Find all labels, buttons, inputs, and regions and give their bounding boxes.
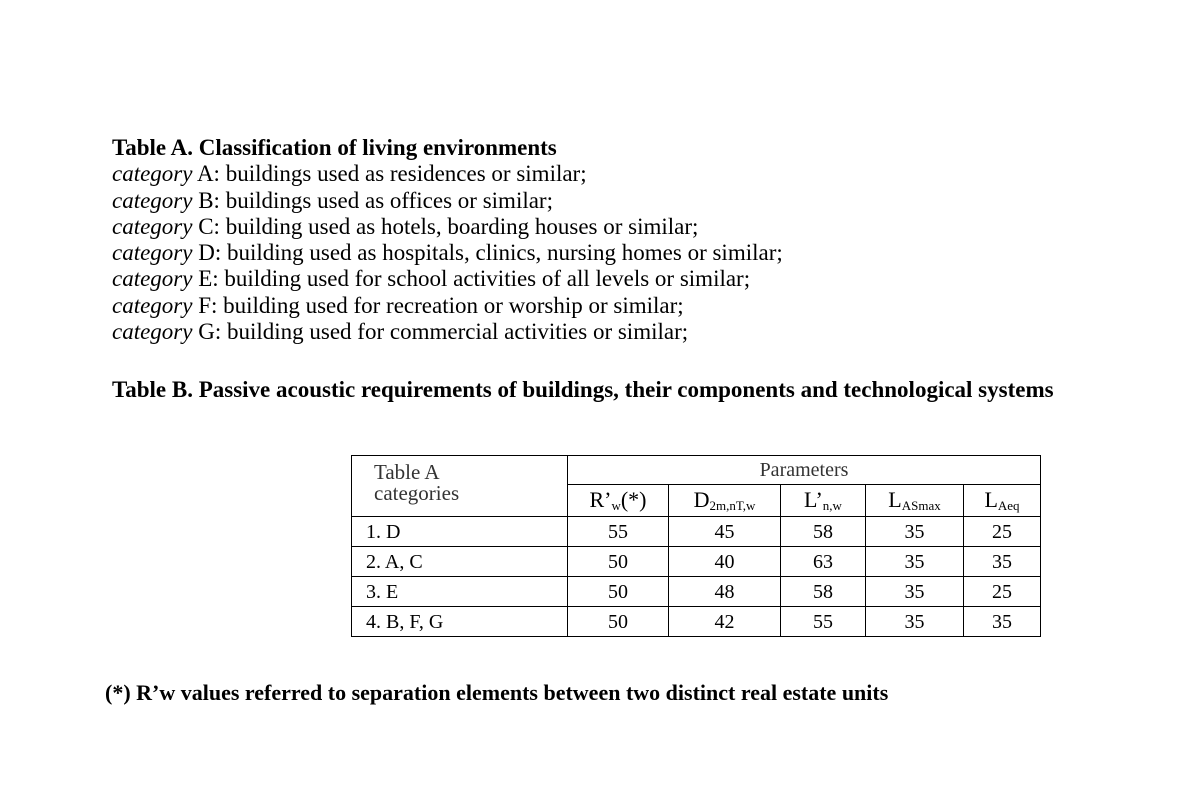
cell-value: 35 xyxy=(866,577,964,607)
cell-value: 25 xyxy=(964,577,1041,607)
cell-value: 35 xyxy=(866,607,964,637)
category-e: category E: building used for school activities of all levels or similar; xyxy=(112,266,751,292)
cell-value: 58 xyxy=(781,517,866,547)
table-row xyxy=(352,607,1041,637)
cell-value: 48 xyxy=(669,577,781,607)
table-row xyxy=(352,577,1041,607)
row-label: 3. E xyxy=(352,577,568,607)
cell-value: 50 xyxy=(568,547,669,577)
cell-value: 45 xyxy=(669,517,781,547)
table-a-title: Table A. Classification of living environments xyxy=(112,135,557,160)
header-parameters: Parameters xyxy=(568,456,1041,485)
cell-value: 58 xyxy=(781,577,866,607)
cell-value: 40 xyxy=(669,547,781,577)
cell-value: 35 xyxy=(866,517,964,547)
footnote: (*) R’w values referred to separation elements between two distinct real estate units xyxy=(105,680,889,705)
table-row xyxy=(352,547,1041,577)
cell-value: 35 xyxy=(964,607,1041,637)
acoustic-requirements-table xyxy=(351,455,1041,637)
row-label: 4. B, F, G xyxy=(352,607,568,637)
column-header-rw: $R’_w(*)$ xyxy=(568,485,669,517)
category-c: category C: building used as hotels, boarding houses or similar; xyxy=(112,213,699,239)
cell-value: 35 xyxy=(866,547,964,577)
cell-value: 55 xyxy=(781,607,866,637)
cell-value: 55 xyxy=(568,517,669,547)
column-header-lnw: $L’_{n,w}$ xyxy=(781,485,866,517)
cell-value: 50 xyxy=(568,607,669,637)
category-d: category D: building used as hospitals, clinics, nursing homes or similar; xyxy=(112,240,783,266)
category-a: category A: buildings used as residences or similar; xyxy=(112,161,587,187)
cell-value: 25 xyxy=(964,517,1041,547)
cell-value: 42 xyxy=(669,607,781,637)
table-a-section xyxy=(112,135,783,345)
row-label: 2. A, C xyxy=(352,547,568,577)
category-f: category F: building used for recreation or worship or similar; xyxy=(112,292,684,318)
row-label: 1. D xyxy=(352,517,568,547)
cell-value: 50 xyxy=(568,577,669,607)
column-header-d2m: $D_{2m,nT,w}$ xyxy=(669,485,781,517)
header-categories: Table A categories xyxy=(352,456,568,517)
table-row xyxy=(352,517,1041,547)
table-b-title: Table B. Passive acoustic requirements of buildings, their components and technological systems xyxy=(112,377,1054,402)
cell-value: 35 xyxy=(964,547,1041,577)
category-g: category G: building used for commercial activities or similar; xyxy=(112,319,689,345)
column-header-lasmax: $L_{ASmax}$ xyxy=(866,485,964,517)
column-header-laeq: $L_{Aeq}$ xyxy=(964,485,1041,517)
cell-value: 63 xyxy=(781,547,866,577)
category-b: category B: buildings used as offices or similar; xyxy=(112,187,553,213)
